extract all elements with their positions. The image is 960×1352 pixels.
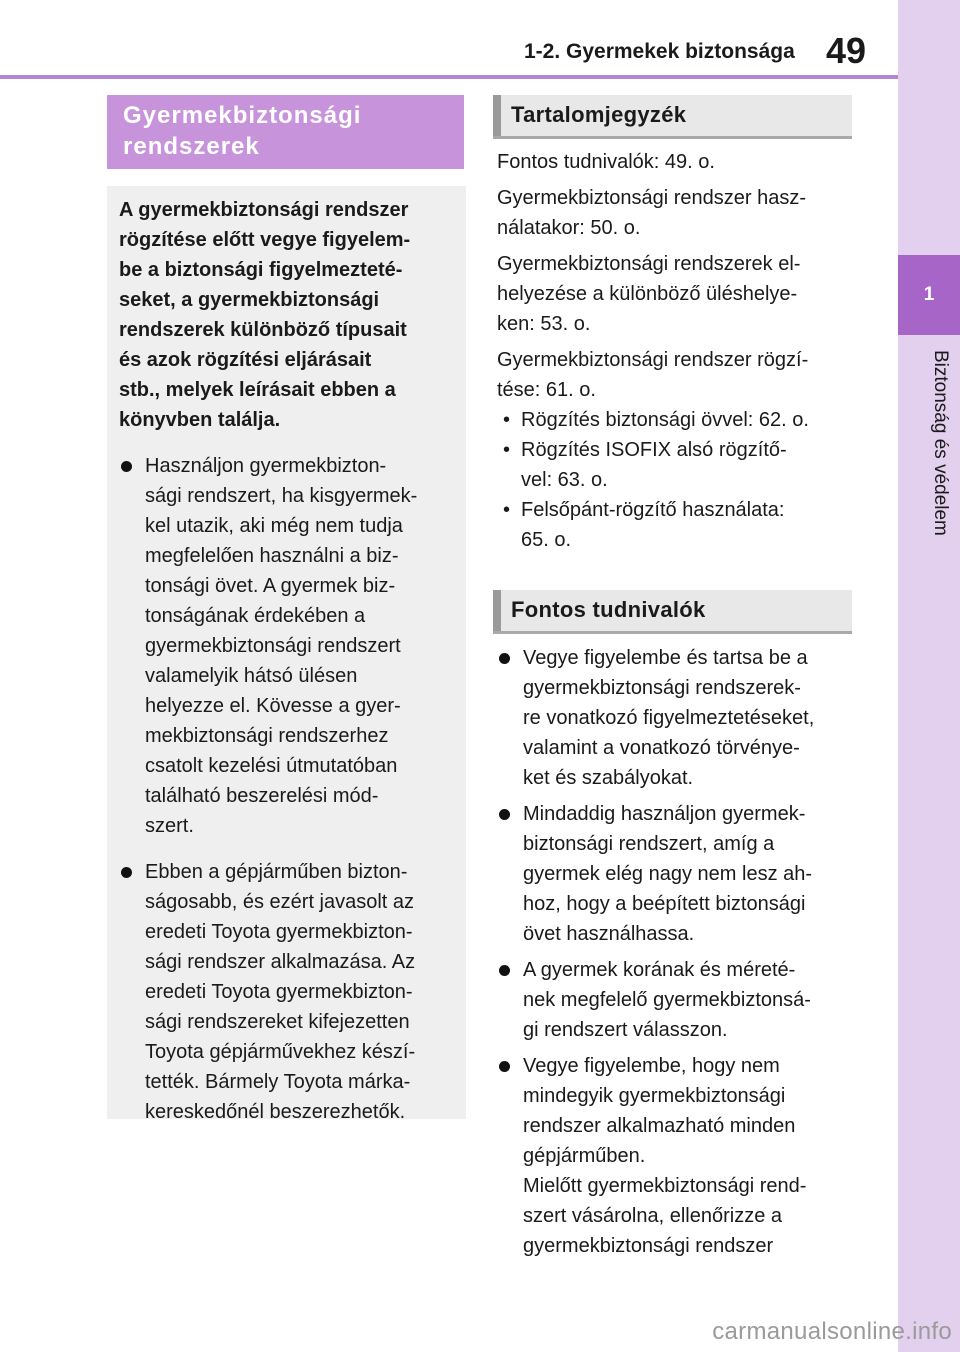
chapter-label: Biztonság és védelem bbox=[930, 350, 951, 536]
left-info-box bbox=[107, 186, 466, 1123]
text-line: A gyermekbiztonsági rendszer bbox=[119, 199, 409, 221]
heading-line: Gyermekbiztonsági bbox=[123, 102, 362, 129]
bullet-mark: • bbox=[503, 439, 511, 461]
toc-entry[interactable] bbox=[497, 147, 857, 177]
text-line: Vegye figyelembe és tartsa be a bbox=[523, 647, 808, 669]
bullet-dot-icon bbox=[121, 461, 132, 472]
chapter-number-badge: 1 bbox=[898, 255, 960, 335]
text-line: csatolt kezelési útmutatóban bbox=[145, 755, 398, 777]
bullet-item bbox=[497, 799, 857, 949]
left-section-heading bbox=[107, 95, 464, 169]
text-line: Gyermekbiztonsági rendszerek el- bbox=[497, 253, 801, 275]
bullet-mark: • bbox=[503, 409, 511, 431]
text-line: biztonsági rendszert, amíg a bbox=[523, 833, 775, 855]
intro-paragraph bbox=[119, 195, 450, 435]
bullet-dot-icon bbox=[121, 867, 132, 878]
watermark: carmanualsonline.info bbox=[712, 1318, 952, 1345]
text-line: stb., melyek leírásait ebben a bbox=[119, 379, 396, 401]
text-line: Vegye figyelembe, hogy nem bbox=[523, 1055, 780, 1077]
toc-entry[interactable] bbox=[497, 183, 857, 243]
text-line: Rögzítés ISOFIX alsó rögzítő- bbox=[521, 439, 787, 461]
text-line: nek megfelelő gyermekbiztonsá- bbox=[523, 989, 811, 1011]
text-line: helyezése a különböző üléshelye- bbox=[497, 283, 798, 305]
notes-heading-label: Fontos tudnivalók bbox=[511, 597, 706, 622]
text-line: eredeti Toyota gyermekbizton- bbox=[145, 981, 413, 1003]
text-line: Gyermekbiztonsági rendszer rögzí- bbox=[497, 349, 809, 371]
bullet-item bbox=[497, 643, 857, 793]
text-line: tették. Bármely Toyota márka- bbox=[145, 1071, 411, 1093]
text-line: Ebben a gépjárműben bizton- bbox=[145, 861, 408, 883]
text-line: található beszerelési mód- bbox=[145, 785, 379, 807]
text-line: gépjárműben. bbox=[523, 1145, 646, 1167]
notes-heading bbox=[493, 590, 852, 634]
toc-heading-label: Tartalomjegyzék bbox=[511, 102, 687, 127]
text-line: Fontos tudnivalók: 49. o. bbox=[497, 151, 715, 173]
text-line: nálatakor: 50. o. bbox=[497, 217, 641, 239]
text-line: tonságának érdekében a bbox=[145, 605, 366, 627]
text-line: eredeti Toyota gyermekbizton- bbox=[145, 921, 413, 943]
text-line: gyermek elég nagy nem lesz ah- bbox=[523, 863, 813, 885]
text-line: helyezze el. Kövesse a gyer- bbox=[145, 695, 401, 717]
text-line: Felsőpánt-rögzítő használata: bbox=[521, 499, 785, 521]
text-line: 65. o. bbox=[521, 529, 572, 551]
bullet-item bbox=[497, 955, 857, 1045]
bullet-mark: • bbox=[503, 499, 511, 521]
text-line: A gyermek korának és méreté- bbox=[523, 959, 796, 981]
text-line: kel utazik, aki még nem tudja bbox=[145, 515, 403, 537]
text-line: Használjon gyermekbizton- bbox=[145, 455, 387, 477]
text-line: gi rendszert válasszon. bbox=[523, 1019, 728, 1041]
bullet-item bbox=[119, 857, 450, 1127]
text-line: kereskedőnél beszerezhetők. bbox=[145, 1101, 406, 1123]
toc-entry[interactable] bbox=[497, 249, 857, 339]
text-line: könyvben találja. bbox=[119, 409, 281, 431]
text-line: gyermekbiztonsági rendszerek- bbox=[523, 677, 801, 699]
text-line: Toyota gépjárművekhez készí- bbox=[145, 1041, 416, 1063]
toc-sub-entry[interactable] bbox=[497, 495, 857, 555]
chapter-side-tab bbox=[898, 0, 960, 1352]
text-line: ságosabb, és ezért javasolt az bbox=[145, 891, 415, 913]
text-line: hoz, hogy a beépített biztonsági bbox=[523, 893, 806, 915]
text-line: és azok rögzítési eljárásait bbox=[119, 349, 372, 371]
text-line: sági rendszert, ha kisgyermek- bbox=[145, 485, 418, 507]
heading-accent-bar bbox=[493, 95, 501, 136]
page-number: 49 bbox=[826, 30, 867, 71]
bullet-item bbox=[497, 1051, 857, 1261]
text-line: tése: 61. o. bbox=[497, 379, 596, 401]
toc-sub-entry[interactable] bbox=[497, 435, 857, 495]
text-line: re vonatkozó figyelmeztetéseket, bbox=[523, 707, 815, 729]
toc-heading bbox=[493, 95, 852, 139]
text-line: gyermekbiztonsági rendszert bbox=[145, 635, 401, 657]
toc-list bbox=[497, 147, 857, 555]
text-line: rendszerek különböző típusait bbox=[119, 319, 407, 341]
text-line: valamint a vonatkozó törvénye- bbox=[523, 737, 800, 759]
bullet-dot-icon bbox=[499, 653, 510, 664]
text-line: szert. bbox=[145, 815, 194, 837]
text-line: gyermekbiztonsági rendszer bbox=[523, 1235, 774, 1257]
text-line: tonsági övet. A gyermek biz- bbox=[145, 575, 396, 597]
text-line: ken: 53. o. bbox=[497, 313, 591, 335]
text-line: be a biztonsági figyelmezteté- bbox=[119, 259, 403, 281]
text-line: rendszer alkalmazható minden bbox=[523, 1115, 796, 1137]
bullet-dot-icon bbox=[499, 809, 510, 820]
text-line: vel: 63. o. bbox=[521, 469, 608, 491]
notes-list bbox=[497, 643, 857, 1267]
text-line: mindegyik gyermekbiztonsági bbox=[523, 1085, 786, 1107]
bullet-item bbox=[119, 451, 450, 841]
header-divider bbox=[0, 75, 898, 79]
section-title: 1-2. Gyermekek biztonsága bbox=[524, 40, 795, 63]
bullet-dot-icon bbox=[499, 965, 510, 976]
text-line: megfelelően használni a biz- bbox=[145, 545, 399, 567]
text-line: övet használhassa. bbox=[523, 923, 695, 945]
toc-sub-entry[interactable] bbox=[497, 405, 857, 435]
text-line: Mielőtt gyermekbiztonsági rend- bbox=[523, 1175, 807, 1197]
text-line: rögzítése előtt vegye figyelem- bbox=[119, 229, 411, 251]
text-line: szert vásárolna, ellenőrizze a bbox=[523, 1205, 783, 1227]
text-line: seket, a gyermekbiztonsági bbox=[119, 289, 380, 311]
bullet-dot-icon bbox=[499, 1061, 510, 1072]
text-line: Rögzítés biztonsági övvel: 62. o. bbox=[521, 409, 809, 431]
text-line: Mindaddig használjon gyermek- bbox=[523, 803, 806, 825]
heading-line: rendszerek bbox=[123, 133, 260, 160]
text-line: mekbiztonsági rendszerhez bbox=[145, 725, 389, 747]
text-line: sági rendszer alkalmazása. Az bbox=[145, 951, 416, 973]
text-line: valamelyik hátsó ülésen bbox=[145, 665, 358, 687]
text-line: sági rendszereket kifejezetten bbox=[145, 1011, 410, 1033]
text-line: Gyermekbiztonsági rendszer hasz- bbox=[497, 187, 807, 209]
toc-entry[interactable] bbox=[497, 345, 857, 405]
heading-accent-bar bbox=[493, 590, 501, 631]
text-line: ket és szabályokat. bbox=[523, 767, 694, 789]
